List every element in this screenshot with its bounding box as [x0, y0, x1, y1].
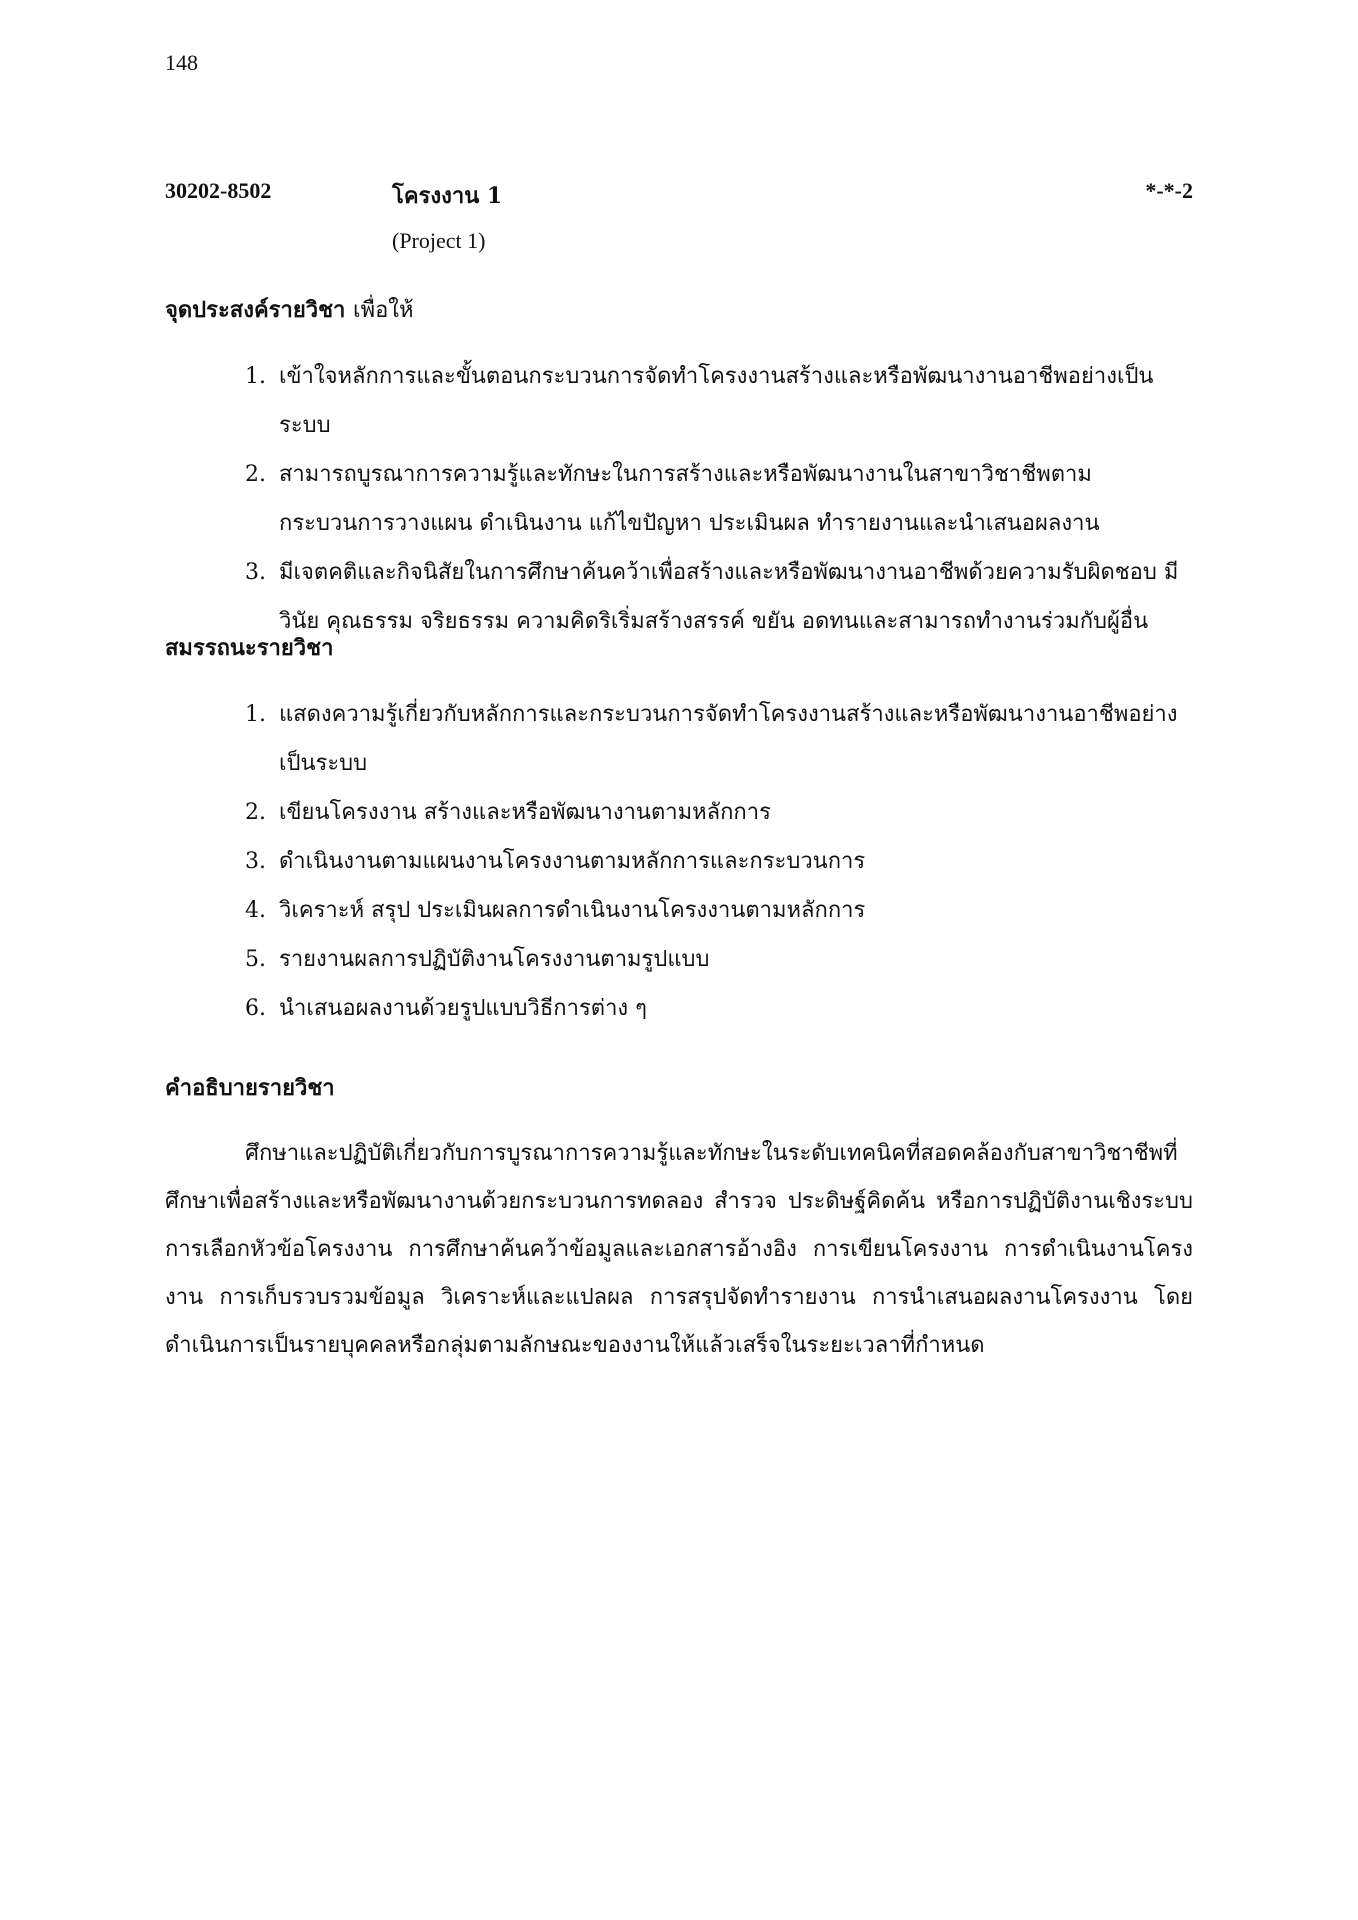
list-item-number: 3. — [245, 560, 266, 585]
course-code: 30202-8502 — [165, 178, 272, 203]
list-item-text: วิเคราะห์ สรุป ประเมินผลการดำเนินงานโครงงานตามหลักการ — [279, 898, 866, 923]
description-body: ศึกษาและปฏิบัติเกี่ยวกับการบูรณาการความรู้และทักษะในระดับเทคนิคที่สอดคล้องกับสาขาวิชาชีพที่ศึกษาเพื่อสร้างและหรือพัฒนางานด้วยกระบวนการทดลอง สำรวจ ประดิษฐ์คิดค้น หรือการปฏิบัติงานเชิงระบบ การเลือกหัวข้อโครงงาน การศึกษาค้นคว้าข้อมูลและเอกสารอ้างอิง การเขียนโครงงาน การดำเนินงานโครงงาน การเก็บรวบรวมข้อมูล วิเคราะห์และแปลผล การสรุปจัดทำรายงาน การนำเสนอผลงานโครงงาน โดยดำเนินการเป็นรายบุคคลหรือกลุ่มตามลักษณะของงานให้แล้วเสร็จในระยะเวลาที่กำหนด — [165, 1141, 1193, 1358]
competencies-list — [245, 690, 1193, 1033]
list-item-text: แสดงความรู้เกี่ยวกับหลักการและกระบวนการจัดทำโครงงานสร้างและหรือพัฒนางานอาชีพอย่างเป็นระบบ — [279, 702, 1178, 776]
list-item — [245, 450, 1193, 548]
course-header — [165, 178, 1193, 218]
list-item-number: 3. — [245, 849, 266, 874]
competencies-heading: สมรรถนะรายวิชา — [165, 635, 334, 661]
list-item — [245, 886, 1193, 935]
list-item — [245, 352, 1193, 450]
page-number: 148 — [165, 50, 198, 75]
list-item — [245, 788, 1193, 837]
list-item-number: 5. — [245, 947, 266, 972]
objectives-heading-label: จุดประสงค์รายวิชา — [165, 297, 346, 323]
list-item — [245, 935, 1193, 984]
list-item-text: เขียนโครงงาน สร้างและหรือพัฒนางานตามหลักการ — [279, 800, 771, 825]
list-item-number: 4. — [245, 898, 266, 923]
course-credits: *-*-2 — [1145, 178, 1193, 203]
objectives-list — [245, 352, 1193, 646]
course-subtitle: (Project 1) — [392, 228, 486, 253]
list-item-number: 1. — [245, 702, 266, 727]
list-item-text: สามารถบูรณาการความรู้และทักษะในการสร้างและหรือพัฒนางานในสาขาวิชาชีพตามกระบวนการวางแผน ดำเนินงาน แก้ไขปัญหา ประเมินผล ทำรายงานและนำเสนอผลงาน — [279, 462, 1100, 536]
description-heading: คำอธิบายรายวิชา — [165, 1075, 335, 1101]
list-item-number: 2. — [245, 800, 266, 825]
list-item — [245, 837, 1193, 886]
list-item-number: 1. — [245, 364, 266, 389]
course-title: โครงงาน 1 — [392, 183, 503, 209]
objectives-heading-suffix: เพื่อให้ — [353, 298, 414, 323]
list-item — [245, 984, 1193, 1033]
list-item-text: รายงานผลการปฏิบัติงานโครงงานตามรูปแบบ — [279, 947, 710, 972]
list-item-number: 2. — [245, 462, 266, 487]
list-item-text: มีเจตคติและกิจนิสัยในการศึกษาค้นคว้าเพื่อสร้างและหรือพัฒนางานอาชีพด้วยความรับผิดชอบ มีวินัย คุณธรรม จริยธรรม ความคิดริเริ่มสร้างสรรค์ ขยัน อดทนและสามารถทำงานร่วมกับผู้อื่น — [279, 560, 1179, 634]
list-item-text: ดำเนินงานตามแผนงานโครงงานตามหลักการและกระบวนการ — [279, 849, 866, 874]
list-item-number: 6. — [245, 996, 266, 1021]
list-item-text: เข้าใจหลักการและขั้นตอนกระบวนการจัดทำโครงงานสร้างและหรือพัฒนางานอาชีพอย่างเป็นระบบ — [279, 364, 1154, 438]
list-item-text: นำเสนอผลงานด้วยรูปแบบวิธีการต่าง ๆ — [279, 996, 647, 1021]
objectives-heading — [165, 292, 414, 327]
list-item — [245, 690, 1193, 788]
list-item — [245, 548, 1193, 646]
